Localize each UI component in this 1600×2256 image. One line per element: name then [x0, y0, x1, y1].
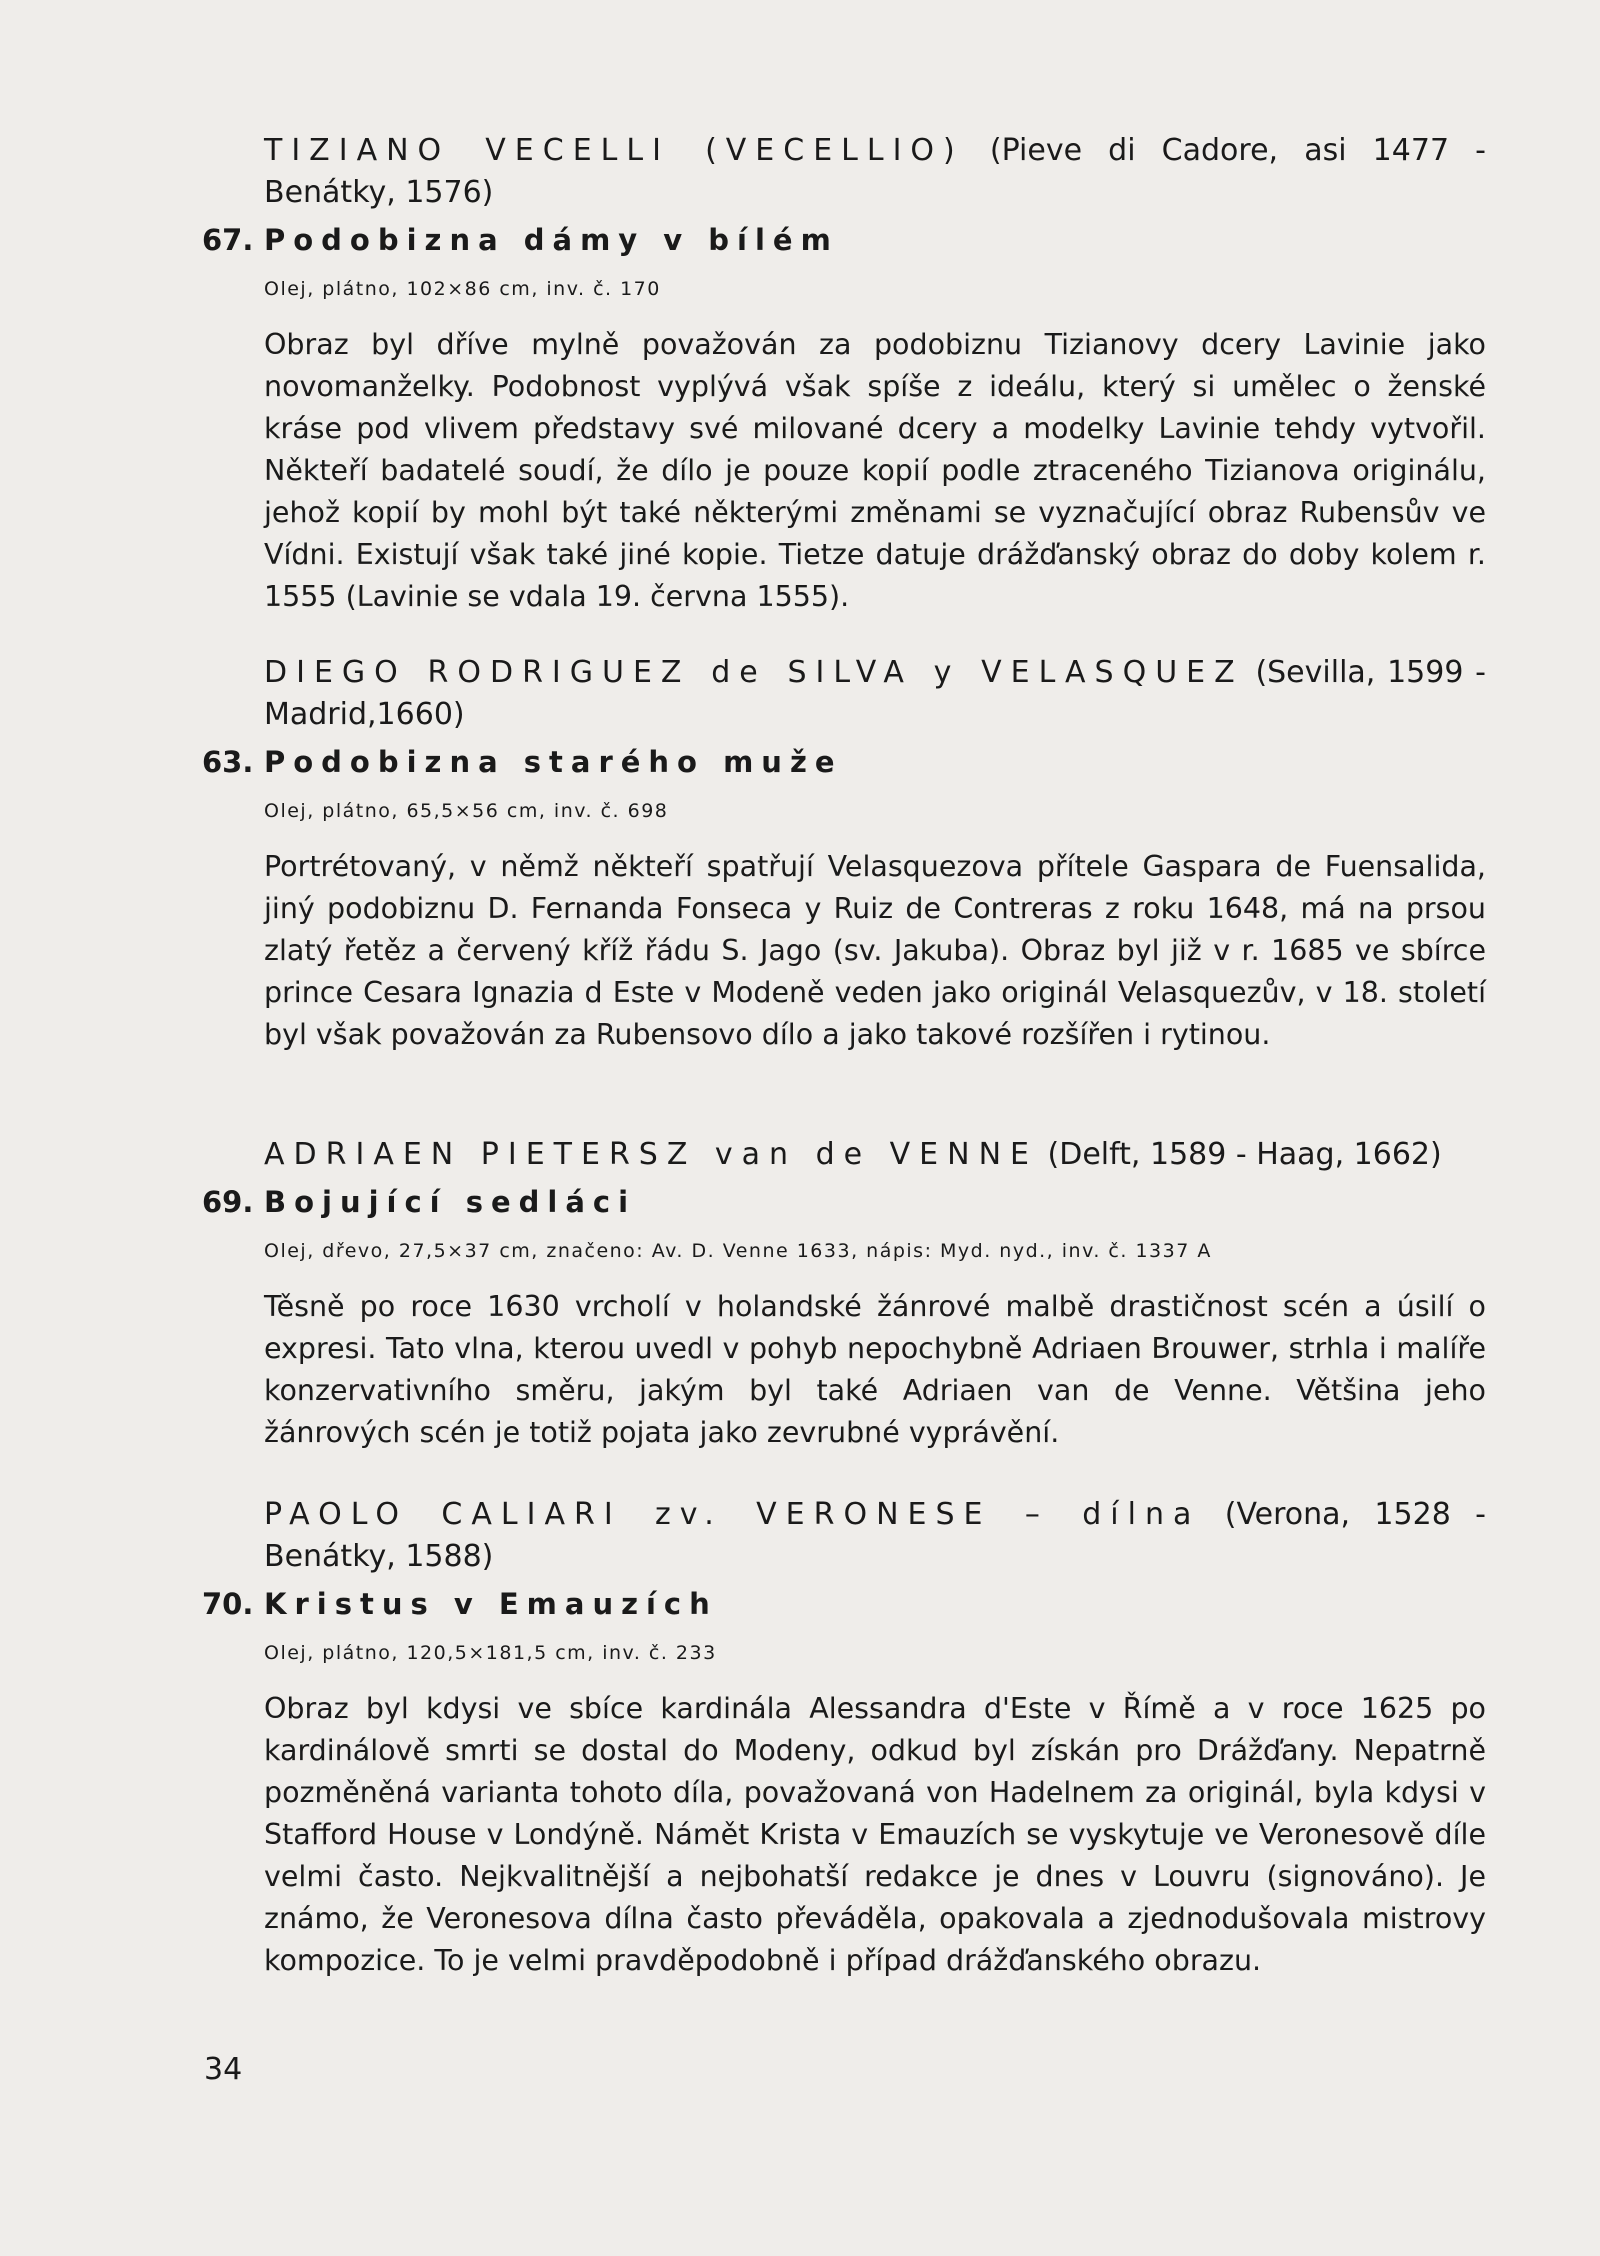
- page-number: 34: [204, 2052, 243, 2087]
- artwork-title-row: [202, 742, 1486, 782]
- artwork-title-row: [202, 1182, 1486, 1222]
- artist-heading: [264, 1134, 1486, 1176]
- artist-info: (Verona, 1528 - Benátky, 1588): [264, 1497, 1486, 1574]
- catalog-entry: [202, 652, 1486, 1056]
- catalog-number: 69.: [202, 1185, 254, 1219]
- artist-info: (Delft, 1589 - Haag, 1662): [1047, 1137, 1442, 1172]
- artwork-title: Podobizna dámy v bílém: [264, 223, 839, 257]
- artwork-meta: Olej, plátno, 65,5×56 cm, inv. č. 698: [264, 800, 669, 822]
- artist-heading: [264, 1494, 1486, 1578]
- artist-heading: [264, 130, 1486, 214]
- catalog-entry: [202, 1134, 1486, 1454]
- artwork-title-row: [202, 220, 1486, 260]
- artwork-title: Kristus v Emauzích: [264, 1587, 718, 1621]
- artist-heading: [264, 652, 1486, 736]
- artwork-meta: Olej, plátno, 120,5×181,5 cm, inv. č. 233: [264, 1642, 717, 1664]
- artwork-meta: Olej, dřevo, 27,5×37 cm, značeno: Av. D. Venne 1633, nápis: Myd. nyd., inv. č. 1337 A: [264, 1240, 1212, 1262]
- catalog-number: 67.: [202, 223, 254, 257]
- artwork-title: Bojující sedláci: [264, 1185, 637, 1219]
- artist-info: (Pieve di Cadore, asi 1477 - Benátky, 1576): [264, 133, 1486, 210]
- artwork-description: Těsně po roce 1630 vrcholí v holandské žánrové malbě drastičnost scén a úsilí o expresi. Tato vlna, kterou uvedl v pohyb nepochybně Adriaen Brouwer, strhla i malíře konzervativního směru, jakým byl také Adriaen van de Venne. Většina jeho žánrových scén je totiž pojata jako zevrubné vyprávění.: [264, 1290, 1486, 1449]
- artist-info: (Sevilla, 1599 - Madrid,1660): [264, 655, 1486, 732]
- artist-name: TIZIANO VECELLI (VECELLIO): [264, 133, 964, 168]
- artwork-title: Podobizna starého muže: [264, 745, 843, 779]
- artwork-description: Portrétovaný, v němž někteří spatřují Velasquezova přítele Gaspara de Fuensalida, jiný podobiznu D. Fernanda Fonseca y Ruiz de Contreras z roku 1648, má na prsou zlatý řetěz a červený kříž řádu S. Jago (sv. Jakuba). Obraz byl již v r. 1685 ve sbírce prince Cesara Ignazia d Este v Modeně veden jako originál Velasquezův, v 18. století byl však považován za Rubensovo dílo a jako takové rozšířen i rytinou.: [264, 850, 1486, 1051]
- artwork-description: Obraz byl dříve mylně považován za podobiznu Tizianovy dcery Lavinie jako novomanželky. Podobnost vyplývá však spíše z ideálu, který si umělec o ženské kráse pod vlivem představy své milované dcery a modelky Lavinie tehdy vytvořil. Někteří badatelé soudí, že dílo je pouze kopií podle ztraceného Tizianova originálu, jehož kopií by mohl být také některými změnami se vyznačující obraz Rubensův ve Vídni. Existují však také jiné kopie. Tietze datuje drážďanský obraz do doby kolem r. 1555 (Lavinie se vdala 19. června 1555).: [264, 328, 1486, 613]
- artist-name: ADRIAEN PIETERSZ van de VENNE: [264, 1137, 1038, 1172]
- catalog-number: 63.: [202, 745, 254, 779]
- artwork-meta: Olej, plátno, 102×86 cm, inv. č. 170: [264, 278, 661, 300]
- artist-name: DIEGO RODRIGUEZ de SILVA y VELASQUEZ: [264, 655, 1244, 690]
- catalog-number: 70.: [202, 1587, 254, 1621]
- artwork-title-row: [202, 1584, 1486, 1624]
- catalog-entry: [202, 1494, 1486, 1982]
- artwork-description: Obraz byl kdysi ve sbíce kardinála Alessandra d'Este v Římě a v roce 1625 po kardinálově smrti se dostal do Modeny, odkud byl získán pro Drážďany. Nepatrně pozměněná varianta tohoto díla, považovaná von Hadelnem za originál, byla kdysi v Stafford House v Londýně. Námět Krista v Emauzích se vyskytuje ve Veronesově díle velmi často. Nejkvalitnější a nejbohatší redakce je dnes v Louvru (signováno). Je známo, že Veronesova dílna často převáděla, opakovala a zjednodušovala mistrovy kompozice. To je velmi pravděpodobně i případ drážďanského obrazu.: [264, 1692, 1486, 1977]
- artist-name: PAOLO CALIARI zv. VERONESE – dílna: [264, 1497, 1201, 1532]
- catalog-entry: [202, 130, 1486, 618]
